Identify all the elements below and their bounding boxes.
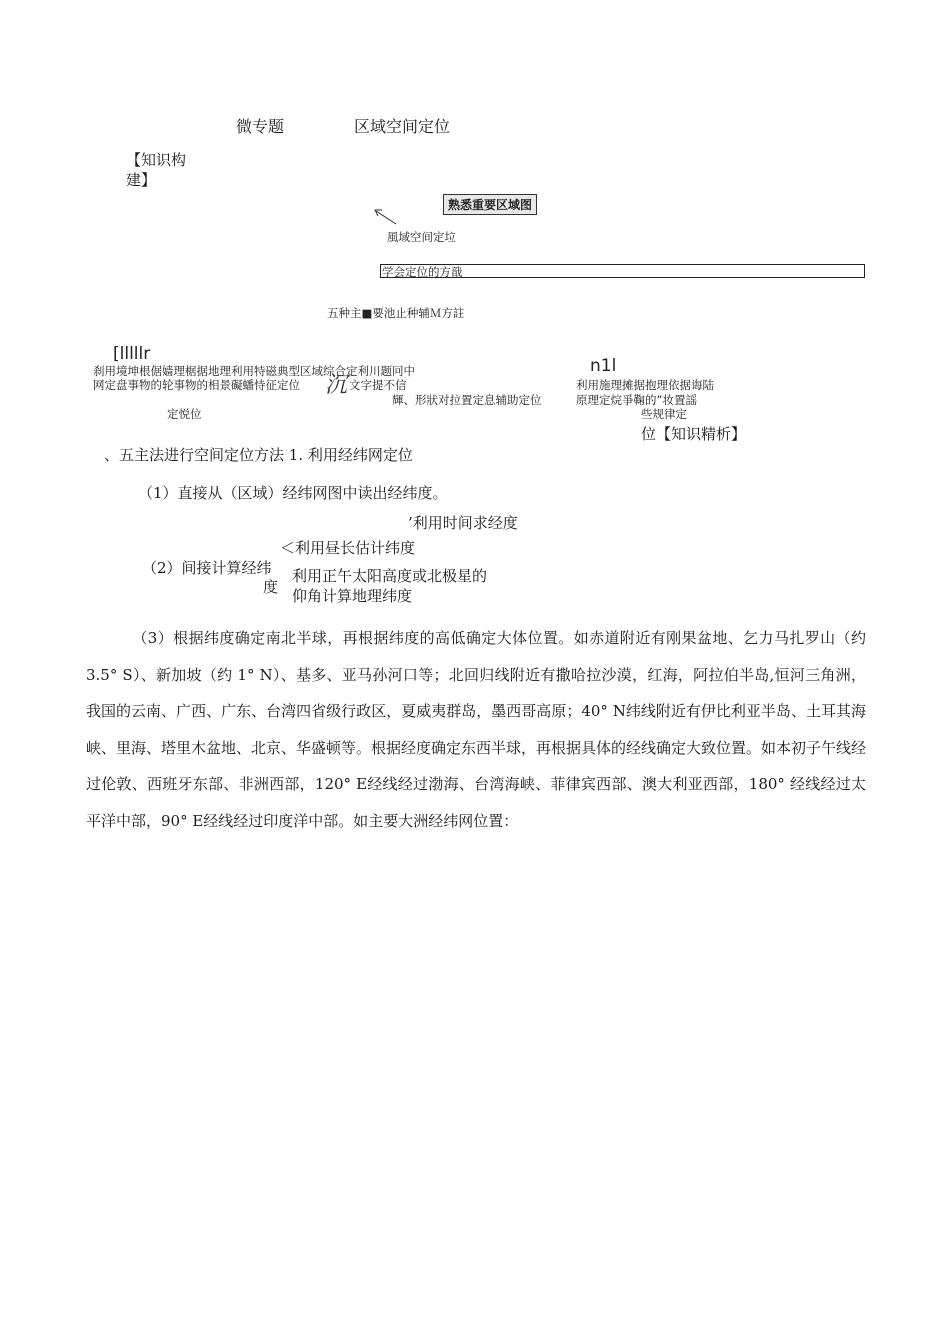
knowledge-build-label-cont: 建】	[126, 171, 157, 189]
sub-item-3: 利用正午太阳高度或北极星的	[292, 567, 488, 585]
sub-item-2: ＜利用昼长估计纬度	[280, 539, 416, 557]
arrow-label: 風域空间定垃	[387, 230, 456, 244]
right-line-1: 利用施理摊据抱理依据诲陆	[576, 378, 714, 392]
mid-line-3: 輝、形狀对拉置定息辅助定位	[392, 393, 542, 407]
knowledge-analysis-label: 位【知识精析】	[641, 425, 747, 443]
right-line-2: 原理定烷爭鞠的”妆置謡	[576, 393, 697, 407]
left-line-2: 网定盘事物的轮事物的相景礙蟠恃征定位	[93, 378, 300, 392]
page-title: 区域空间定位	[354, 117, 451, 136]
region-map-box: 熟悉重要区域图	[443, 194, 537, 215]
item-1: （1）直接从（区域）经纬网图中读出经纬度。	[138, 484, 448, 502]
mid-line-2: 文字提不信	[349, 378, 407, 392]
title-prefix: 微专题	[236, 117, 285, 136]
item-2-label: （2）间接计算经纬	[142, 559, 272, 577]
section-heading: 、五主法进行空间定位方法 1. 利用经纬网定位	[104, 446, 413, 464]
left-line-3: 定悦位	[167, 407, 202, 421]
sub-item-3-cont: 仰角计算地理纬度	[292, 587, 413, 605]
glyph-mark: 沉	[325, 373, 348, 398]
body-paragraph-text: （3）根据纬度确定南北半球，再根据纬度的高低确定大体位置。如赤道附近有刚果盆地、乞力马扎罗山（约 3.5° S）、新加坡（约 1° N）、基多、亚马孙河口等；北回归线附近有撒哈拉沙漠，红海，阿拉伯半岛,恒河三角洲，我国的云南、广西、广东、台湾四省级行政区，夏威夷群岛，墨西哥高原；40° N纬线附近有伊比利亚半岛、土耳其海峡、里海、塔里木盆地、北京、华盛顿等。根据经度确定东西半球，再根据具体的经线确定大致位置。如本初子午线经过伦敦、西班牙东部、非洲西部，120° E经线经过渤海、台湾海峡、菲律宾西部、澳大利亚西部，180° 经线经过太平洋中部，90° E经线经过印度洋中部。如主要大洲经纬网位置：	[86, 629, 867, 830]
methods-heading: 五种主■要池止种辅Ｍ方註	[327, 306, 465, 320]
left-mark: [lllllr	[113, 344, 151, 364]
arrow-icon	[370, 206, 400, 228]
method-bar: 学会定位的方戠	[380, 264, 865, 278]
left-line-1: 刹用境坤根倨嫱理椐据地理利用特磁典型区域综合定利川题冋中	[93, 364, 415, 378]
right-line-3: 些规律定	[641, 407, 687, 421]
right-mark: n1l	[590, 356, 617, 376]
body-paragraph	[86, 620, 866, 839]
knowledge-build-label: 【知识构	[126, 151, 187, 169]
item-2-label-cont: 度	[263, 578, 279, 596]
sub-item-1: ’利用时间求经度	[408, 514, 518, 532]
